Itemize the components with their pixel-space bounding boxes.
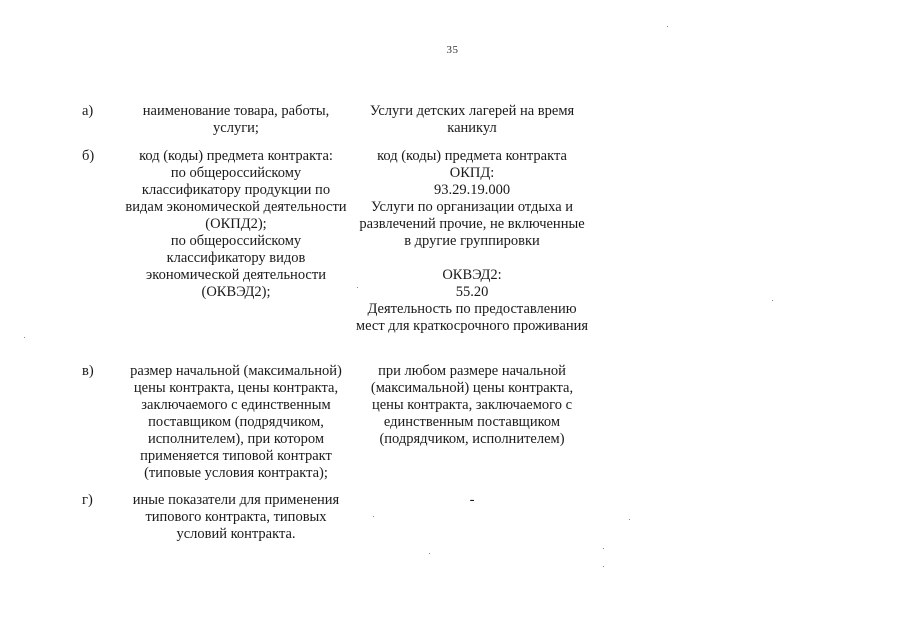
- value-line: (максимальной) цены контракта,: [370, 380, 574, 396]
- label-line: по общероссийскому: [170, 233, 302, 249]
- label-line: экономической деятельности: [146, 267, 326, 283]
- blank-line: [346, 250, 598, 267]
- label-line: размер начальной (максимальной): [130, 363, 342, 379]
- label-line: по общероссийскому: [170, 165, 302, 181]
- value-line: Услуги детских лагерей на время: [369, 103, 575, 119]
- value-line: Услуги по организации отдыха и: [370, 199, 574, 215]
- label-line: исполнителем), при котором: [147, 431, 325, 447]
- value-line: Деятельность по предоставлению: [367, 301, 577, 317]
- scan-speck: [667, 26, 668, 27]
- row-label: [106, 103, 366, 137]
- value-line: единственным поставщиком: [383, 414, 561, 430]
- label-line: условий контракта.: [176, 526, 296, 542]
- value-line: каникул: [447, 120, 497, 136]
- row-value: [346, 103, 598, 137]
- label-line: наименование товара, работы,: [142, 103, 330, 119]
- value-line: -: [469, 492, 475, 508]
- row-label: [106, 492, 366, 543]
- value-line: (подрядчиком, исполнителем): [379, 431, 565, 447]
- value-line: ОКВЭД2:: [442, 267, 502, 283]
- row-letter: г): [82, 492, 93, 508]
- scan-speck: [24, 337, 25, 338]
- label-line: (ОКПД2);: [205, 216, 267, 232]
- label-line: услуги;: [213, 120, 259, 136]
- scan-speck: [629, 519, 630, 520]
- row-letter: б): [82, 148, 95, 164]
- value-line: 93.29.19.000: [433, 182, 511, 198]
- label-line: иные показатели для применения: [132, 492, 340, 508]
- scan-speck: [373, 516, 374, 517]
- label-line: типового контракта, типовых: [145, 509, 327, 525]
- scan-speck: [603, 566, 604, 567]
- value-line: мест для краткосрочного проживания: [355, 318, 589, 334]
- value-line: код (коды) предмета контракта: [377, 148, 567, 164]
- value-line: при любом размере начальной: [378, 363, 566, 379]
- scan-speck: [772, 300, 773, 301]
- value-line: цены контракта, заключаемого с: [371, 397, 573, 413]
- label-line: код (коды) предмета контракта:: [139, 148, 333, 164]
- row-value: [346, 148, 598, 335]
- page-number: 35: [446, 44, 459, 56]
- label-line: заключаемого с единственным: [141, 397, 331, 413]
- row-label: [106, 148, 366, 301]
- label-line: применяется типовой контракт: [140, 448, 332, 464]
- label-line: (ОКВЭД2);: [201, 284, 271, 300]
- scan-speck: [429, 553, 430, 554]
- value-line: развлечений прочие, не включенные: [359, 216, 585, 232]
- label-line: (типовые условия контракта);: [144, 465, 328, 481]
- value-line: ОКПД:: [449, 165, 495, 181]
- label-line: видам экономической деятельности: [125, 199, 347, 215]
- row-value: [346, 492, 598, 509]
- row-value: [346, 363, 598, 448]
- scan-speck: [603, 548, 604, 549]
- label-line: классификатору продукции по: [141, 182, 331, 198]
- value-line: в другие группировки: [404, 233, 540, 249]
- scan-speck: [357, 287, 358, 288]
- label-line: цены контракта, цены контракта,: [133, 380, 339, 396]
- value-line: 55.20: [455, 284, 489, 300]
- label-line: поставщиком (подрядчиком,: [148, 414, 324, 430]
- row-label: [106, 363, 366, 482]
- row-letter: а): [82, 103, 94, 119]
- row-letter: в): [82, 363, 94, 379]
- label-line: классификатору видов: [166, 250, 306, 266]
